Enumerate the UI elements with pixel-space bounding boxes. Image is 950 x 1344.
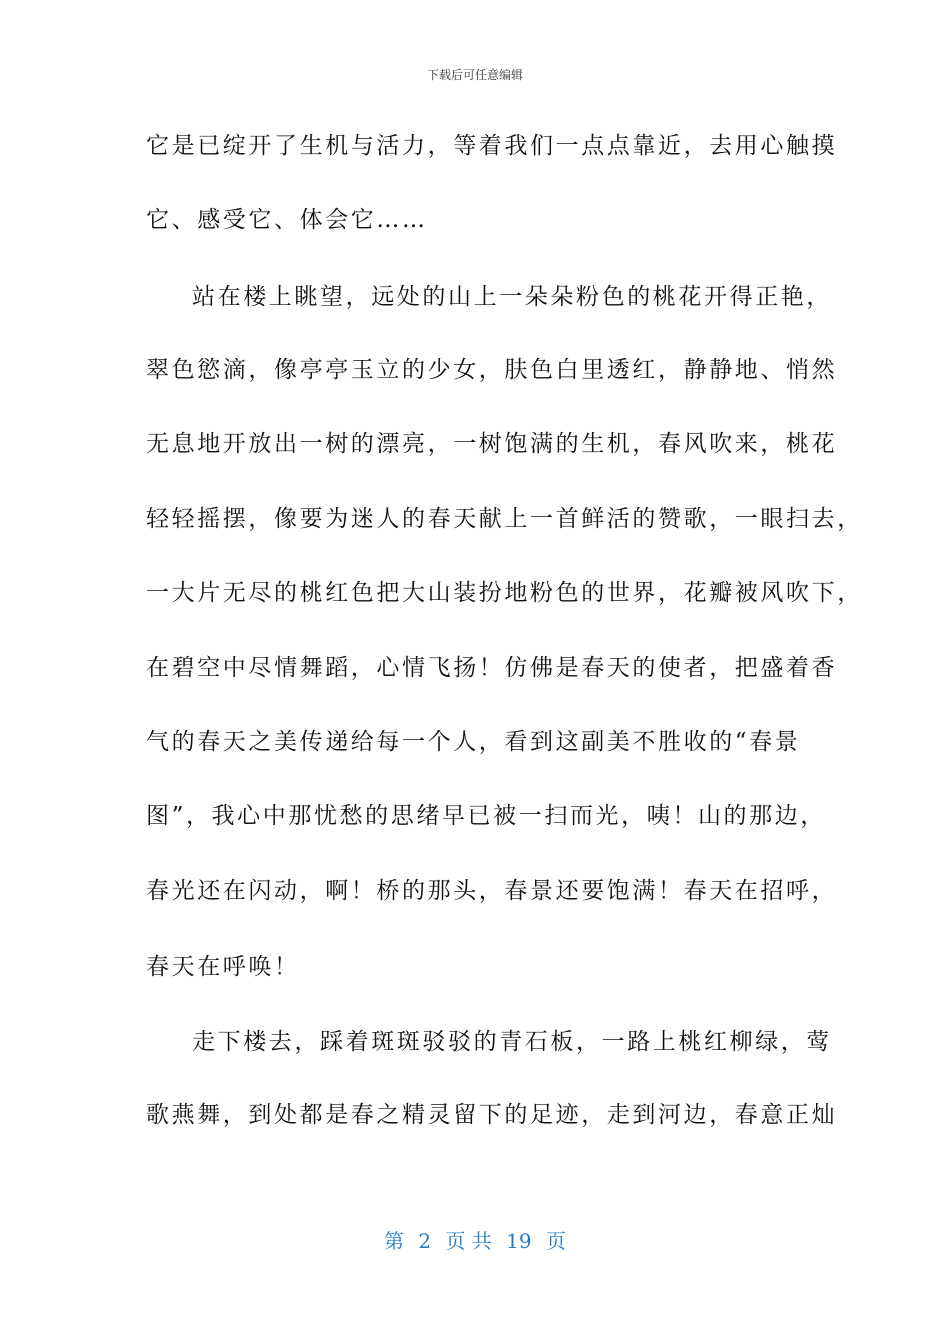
text-line: 歌燕舞，到处都是春之精灵留下的足迹，走到河边，春意正灿 [146,1102,838,1128]
text-line: 它、感受它、体会它…… [146,207,428,233]
current-page-number: 2 [418,1229,432,1253]
text-line: 翠色慾滴，像亭亭玉立的少女，肤色白里透红，静静地、悄然 [146,357,838,383]
page-label-middle: 页 共 [445,1229,492,1253]
total-page-count: 19 [506,1229,532,1253]
text-line: 春光还在闪动，啊！桥的那头，春景还要饱满！春天在招呼， [146,878,838,904]
text-line: 图”，我心中那忧愁的思绪早已被一扫而光，咦！山的那边， [146,803,826,829]
paragraph-start-line: 站在楼上眺望，远处的山上一朵朵粉色的桃花开得正艳， [192,284,832,310]
text-line: 轻轻摇摆，像要为迷人的春天献上一首鲜活的赞歌，一眼扫去， [146,506,863,532]
text-line: 无息地开放出一树的漂亮，一树饱满的生机，春风吹来，桃花 [146,431,838,457]
page-number-footer [0,1225,950,1254]
paragraph-start-line: 走下楼去，踩着斑斑驳驳的青石板，一路上桃红柳绿，莺 [192,1029,832,1055]
text-line: 在碧空中尽情舞蹈，心情飞扬！仿佛是春天的使者，把盛着香 [146,655,838,681]
text-line: 气的春天之美传递给每一个人，看到这副美不胜收的“春景 [146,729,801,755]
page-header-note: 下载后可任意编辑 [426,68,523,82]
text-line: 一大片无尽的桃红色把大山装扮地粉色的世界，花瓣被风吹下， [146,580,863,606]
text-line: 春天在呼唤！ [146,954,300,980]
page-label-suffix: 页 [545,1229,566,1253]
page-label-prefix: 第 [384,1229,404,1253]
text-line: 它是已绽开了生机与活力，等着我们一点点靠近，去用心触摸 [146,133,838,159]
